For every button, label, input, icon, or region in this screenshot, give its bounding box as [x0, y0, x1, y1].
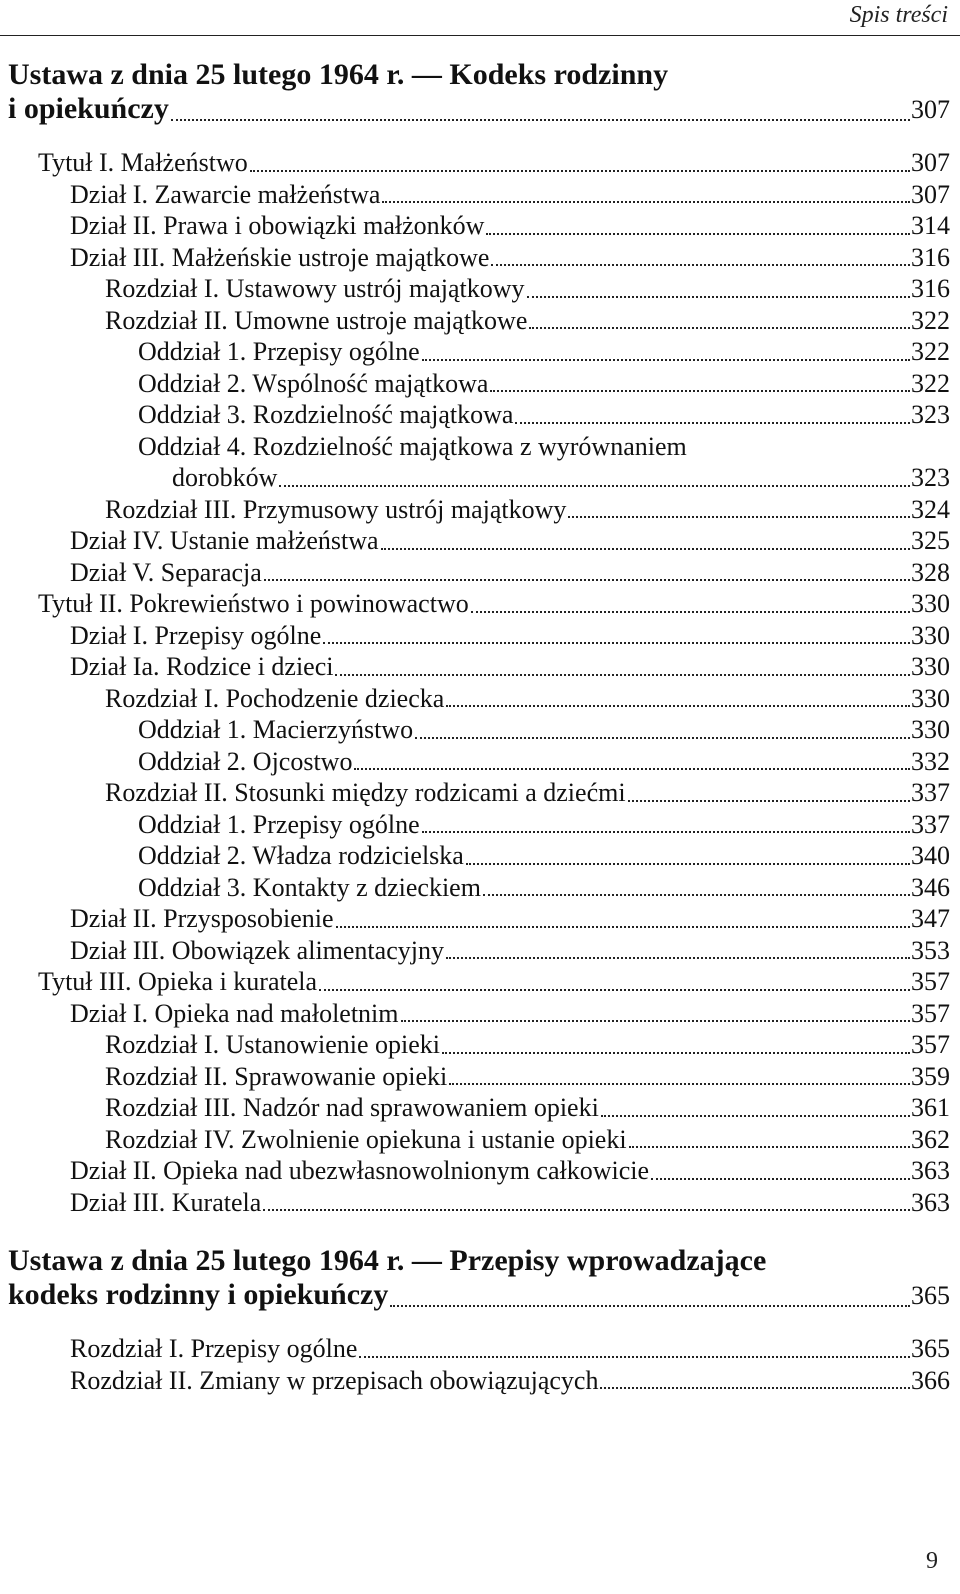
toc-entry-title: Rozdział II. Sprawowanie opieki: [105, 1061, 448, 1091]
toc-entry[interactable]: [0, 683, 950, 715]
dot-leader: [529, 327, 910, 329]
toc-entry[interactable]: [0, 557, 950, 589]
toc-entry-page: 353: [911, 935, 950, 965]
toc-entry-page: 322: [911, 368, 950, 398]
dot-leader: [354, 768, 910, 770]
dot-leader: [263, 1209, 910, 1211]
toc-entry-title: Dział III. Obowiązek alimentacyjny: [70, 935, 444, 965]
toc-entry[interactable]: [0, 903, 950, 935]
toc-entry[interactable]: [0, 840, 950, 872]
dot-leader: [422, 831, 910, 833]
toc-entry[interactable]: [0, 1029, 950, 1061]
dot-leader: [629, 1146, 910, 1148]
toc-entry[interactable]: [0, 431, 950, 463]
dot-leader: [628, 800, 910, 802]
toc-entry-page: 346: [911, 872, 950, 902]
toc-entry-page: 359: [911, 1061, 950, 1091]
dot-leader: [471, 611, 910, 613]
toc-entry-page: 328: [911, 557, 950, 587]
toc-entry-page: 366: [911, 1365, 950, 1395]
toc-entry-page: 357: [911, 998, 950, 1028]
toc-entry[interactable]: [0, 588, 950, 620]
dot-leader: [382, 201, 910, 203]
toc-entry[interactable]: [0, 147, 950, 179]
section-gap: [0, 1218, 950, 1244]
toc-entry[interactable]: [0, 1155, 950, 1187]
toc-entry[interactable]: [0, 935, 950, 967]
toc-entry-page: 363: [911, 1156, 950, 1185]
toc-entry[interactable]: [0, 1092, 950, 1124]
toc-entry-page: 316: [911, 242, 950, 272]
toc-entry-page: 337: [911, 809, 950, 839]
toc-entry-page: 330: [911, 683, 950, 713]
toc-entry-title: Oddział 3. Kontakty z dzieckiem: [138, 872, 481, 902]
toc-entry-title: Rozdział II. Zmiany w przepisach obowiązujących: [70, 1365, 599, 1395]
toc-entry-title: Dział II. Prawa i obowiązki małżonków: [70, 211, 485, 240]
book-heading-page: 307: [911, 95, 950, 124]
toc-entry[interactable]: [0, 494, 950, 526]
dot-leader: [390, 1305, 910, 1307]
toc-entry-title: Dział II. Przysposobienie: [70, 904, 334, 933]
dot-leader: [486, 233, 910, 235]
toc-entry-page: 324: [911, 494, 950, 524]
toc-entry-title: Oddział 1. Macierzyństwo: [138, 715, 414, 744]
toc-entry[interactable]: [0, 966, 950, 998]
toc-entry-title: Oddział 2. Władza rodzicielska: [138, 841, 464, 870]
toc-entry[interactable]: [0, 462, 950, 494]
book-heading-line: Ustawa z dnia 25 lutego 1964 r. — Przepisy wprowadzające: [8, 1244, 767, 1277]
dot-leader: [422, 359, 910, 361]
running-header-label: Spis treści: [849, 2, 948, 28]
toc-entry-title: Rozdział II. Stosunki między rodzicami a dziećmi: [105, 778, 626, 807]
dot-leader: [446, 957, 910, 959]
toc-entry[interactable]: [0, 242, 950, 274]
toc-entry[interactable]: [0, 714, 950, 746]
toc-entry[interactable]: [0, 1365, 950, 1397]
header-rule: [0, 35, 960, 36]
toc-entry-page: 357: [911, 1030, 950, 1059]
toc-entry-title: Rozdział III. Nadzór nad sprawowaniem opieki: [105, 1093, 599, 1122]
dot-leader: [401, 1020, 910, 1022]
table-of-contents: [0, 58, 950, 1396]
toc-entry-title: Dział V. Separacja: [70, 557, 262, 587]
toc-entry[interactable]: [0, 998, 950, 1030]
toc-entry-title: Dział III. Małżeńskie ustroje majątkowe: [70, 242, 490, 272]
toc-entry-page: 340: [911, 841, 950, 870]
toc-entry-page: 332: [911, 746, 950, 776]
toc-entry-page: 330: [911, 715, 950, 744]
toc-entry-title: Oddział 1. Przepisy ogólne: [138, 809, 420, 839]
toc-entry-title: Dział Ia. Rodzice i dzieci: [70, 652, 334, 681]
toc-entry[interactable]: [0, 746, 950, 778]
toc-entry-title: dorobków: [172, 463, 278, 492]
dot-leader: [600, 1387, 910, 1389]
toc-entry-page: 307: [911, 148, 950, 177]
dot-leader: [264, 579, 910, 581]
book-heading-page: 365: [911, 1281, 950, 1310]
toc-entry-page: 337: [911, 778, 950, 807]
toc-entry[interactable]: [0, 336, 950, 368]
toc-entry[interactable]: [0, 651, 950, 683]
toc-entry-page: 323: [911, 463, 950, 492]
heading-gap: [0, 1313, 950, 1333]
toc-entry-page: 330: [911, 620, 950, 650]
book-heading-line: Ustawa z dnia 25 lutego 1964 r. — Kodeks rodzinny: [8, 58, 669, 91]
toc-entry-title: Oddział 3. Rozdzielność majątkowa: [138, 400, 514, 429]
toc-entry-title: Rozdział I. Pochodzenie dziecka: [105, 683, 445, 713]
toc-entry-title: Dział I. Zawarcie małżeństwa: [70, 179, 381, 209]
dot-leader: [279, 485, 910, 487]
book-heading-entry[interactable]: [8, 92, 950, 127]
toc-entry[interactable]: [0, 872, 950, 904]
toc-entry-title: Oddział 2. Wspólność majątkowa: [138, 368, 489, 398]
toc-entry-title: Dział II. Opieka nad ubezwłasnowolnionym całkowicie: [70, 1156, 650, 1185]
toc-entry-title: Rozdział I. Przepisy ogólne: [70, 1334, 358, 1363]
dot-leader: [415, 737, 910, 739]
dot-leader: [491, 264, 910, 266]
dot-leader: [601, 1115, 910, 1117]
toc-entry-title: Tytuł III. Opieka i kuratela: [38, 967, 318, 996]
dot-leader: [515, 422, 910, 424]
toc-entry-title: Tytuł II. Pokrewieństwo i powinowactwo: [38, 589, 469, 618]
dot-leader: [449, 1083, 910, 1085]
toc-entry-page: 330: [911, 652, 950, 681]
toc-entry[interactable]: [0, 1333, 950, 1365]
toc-entry-page: 357: [911, 967, 950, 996]
dot-leader: [568, 516, 910, 518]
dot-leader: [336, 926, 910, 928]
toc-entry-page: 322: [911, 337, 950, 366]
toc-entry[interactable]: [0, 777, 950, 809]
toc-entry-title: Dział IV. Ustanie małżeństwa: [70, 526, 379, 555]
toc-entry[interactable]: [0, 273, 950, 305]
toc-entry[interactable]: [0, 210, 950, 242]
toc-entry-page: 347: [911, 904, 950, 933]
page-number: 9: [926, 1548, 938, 1574]
toc-entry-page: 330: [911, 589, 950, 618]
toc-entry-page: 322: [911, 305, 950, 335]
toc-entry-title: Rozdział III. Przymusowy ustrój majątkowy: [105, 494, 567, 524]
toc-entry[interactable]: [0, 179, 950, 211]
book-heading-entry[interactable]: [8, 1278, 950, 1313]
dot-leader: [323, 642, 910, 644]
toc-entry-page: 361: [911, 1093, 950, 1122]
toc-entry-page: 363: [911, 1187, 950, 1217]
toc-entry[interactable]: [0, 305, 950, 337]
toc-entry-page: 316: [911, 274, 950, 303]
dot-leader: [359, 1356, 910, 1358]
toc-entry-page: 362: [911, 1124, 950, 1154]
toc-entry-page: 325: [911, 526, 950, 555]
toc-entry-title: Dział III. Kuratela: [70, 1187, 262, 1217]
toc-entry-title: Tytuł I. Małżeństwo: [38, 148, 248, 177]
toc-entry-page: 323: [911, 400, 950, 429]
toc-entry-page: 307: [911, 179, 950, 209]
toc-entry[interactable]: [0, 525, 950, 557]
toc-entry[interactable]: [0, 620, 950, 652]
toc-entry-page: 314: [911, 211, 950, 240]
dot-leader: [490, 390, 910, 392]
toc-entry-title: Oddział 4. Rozdzielność majątkowa z wyrównaniem: [138, 431, 687, 461]
dot-leader: [527, 296, 910, 298]
dot-leader: [466, 863, 910, 865]
dot-leader: [651, 1178, 910, 1180]
toc-entry-title: Rozdział II. Umowne ustroje majątkowe: [105, 305, 528, 335]
toc-entry[interactable]: [0, 1124, 950, 1156]
dot-leader: [171, 119, 910, 121]
book-heading-title: i opiekuńczy: [8, 92, 169, 125]
toc-entry[interactable]: [0, 399, 950, 431]
dot-leader: [446, 705, 910, 707]
dot-leader: [442, 1052, 910, 1054]
book-heading-title: kodeks rodzinny i opiekuńczy: [8, 1278, 389, 1311]
toc-entry[interactable]: [0, 368, 950, 400]
toc-entry-title: Dział I. Przepisy ogólne: [70, 620, 322, 650]
dot-leader: [381, 548, 910, 550]
dot-leader: [250, 170, 910, 172]
toc-entry-title: Rozdział I. Ustanowienie opieki: [105, 1030, 441, 1059]
toc-entry-title: Oddział 1. Przepisy ogólne: [138, 337, 420, 366]
toc-entry-title: Dział I. Opieka nad małoletnim: [70, 998, 399, 1028]
toc-entry[interactable]: [0, 1187, 950, 1219]
dot-leader: [335, 674, 910, 676]
dot-leader: [319, 989, 910, 991]
toc-entry-title: Oddział 2. Ojcostwo: [138, 746, 353, 776]
heading-gap: [0, 127, 950, 147]
toc-entry[interactable]: [0, 1061, 950, 1093]
toc-entry-title: Rozdział I. Ustawowy ustrój majątkowy: [105, 274, 525, 303]
dot-leader: [483, 894, 910, 896]
toc-entry-title: Rozdział IV. Zwolnienie opiekuna i ustanie opieki: [105, 1124, 627, 1154]
toc-entry-page: 365: [911, 1334, 950, 1363]
toc-entry[interactable]: [0, 809, 950, 841]
